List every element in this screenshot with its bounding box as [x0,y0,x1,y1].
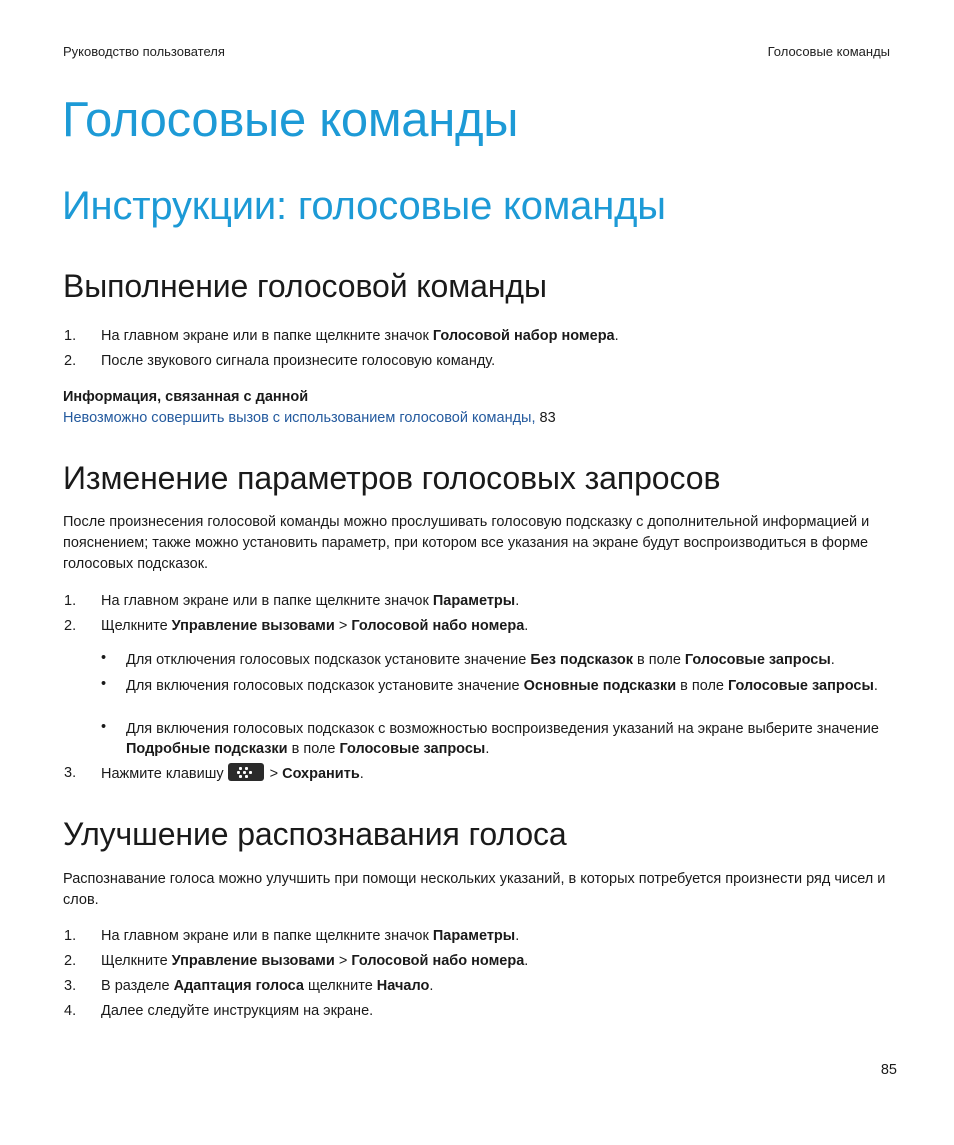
bullet-item: Для включения голосовых подсказок с возможностью воспроизведения указаний на экране выберите значение Подробные подсказки в поле Голосовые запросы. [126,721,879,757]
page-subtitle: Инструкции: голосовые команды [62,184,666,228]
bullet-marker: • [101,650,107,666]
step-item: Далее следуйте инструкциям на экране. [101,1003,374,1019]
bullet-marker: • [101,719,107,735]
section-heading-voice-prompts: Изменение параметров голосовых запросов [63,460,721,496]
step-item: Щелкните Управление вызовами > Голосовой набо номера. [101,618,529,634]
step-number: 2. [64,953,77,969]
step-number: 3. [64,765,77,781]
section-heading-voice-recognition: Улучшение распознавания голоса [63,816,567,852]
running-header-right: Голосовые команды [767,44,890,59]
step-number: 1. [64,928,77,944]
section-intro: После произнесения голосовой команды можно прослушивать голосовую подсказку с дополнительной информацией и пояснением; также можно установить параметр, при котором все указания на экране будут воспроизводиться в форме голосовых подсказок. [63,514,870,572]
related-page: 83 [535,410,556,426]
step-number: 1. [64,328,77,344]
step-number: 3. [64,978,77,994]
page-title: Голосовые команды [62,93,519,147]
section-heading-execute-command: Выполнение голосовой команды [63,268,547,304]
step-item: На главном экране или в папке щелкните значок Параметры. [101,928,520,944]
step-number: 4. [64,1003,77,1019]
step-item: На главном экране или в папке щелкните значок Параметры. [101,593,520,609]
step-number: 2. [64,353,77,369]
related-info-label: Информация, связанная с данной [63,389,309,405]
bullet-item: Для отключения голосовых подсказок установите значение Без подсказок в поле Голосовые запросы. [126,652,835,668]
step-item: Нажмите клавишу > Сохранить. [101,765,364,783]
section-intro: Распознавание голоса можно улучшить при помощи нескольких указаний, в которых потребуется произнести ряд чисел и слов. [63,871,886,908]
running-header-left: Руководство пользователя [63,44,225,59]
related-link[interactable]: Невозможно совершить вызов с использованием голосовой команды, [63,410,536,426]
step-item: Щелкните Управление вызовами > Голосовой набо номера. [101,953,529,969]
page-number: 85 [880,1062,897,1078]
blackberry-menu-key-icon [228,763,264,781]
step-number: 2. [64,618,77,634]
related-info-row [63,408,556,429]
step-item: На главном экране или в папке щелкните значок Голосовой набор номера. [101,328,619,344]
bullet-marker: • [101,676,107,692]
voice-dial-label: Голосовой набор номера [432,328,615,344]
step-number: 1. [64,593,77,609]
bullet-item: Для включения голосовых подсказок установите значение Основные подсказки в поле Голосовые запросы. [126,678,878,694]
step-item: После звукового сигнала произнесите голосовую команду. [101,353,496,369]
step-item: В разделе Адаптация голоса щелкните Начало. [101,978,434,994]
